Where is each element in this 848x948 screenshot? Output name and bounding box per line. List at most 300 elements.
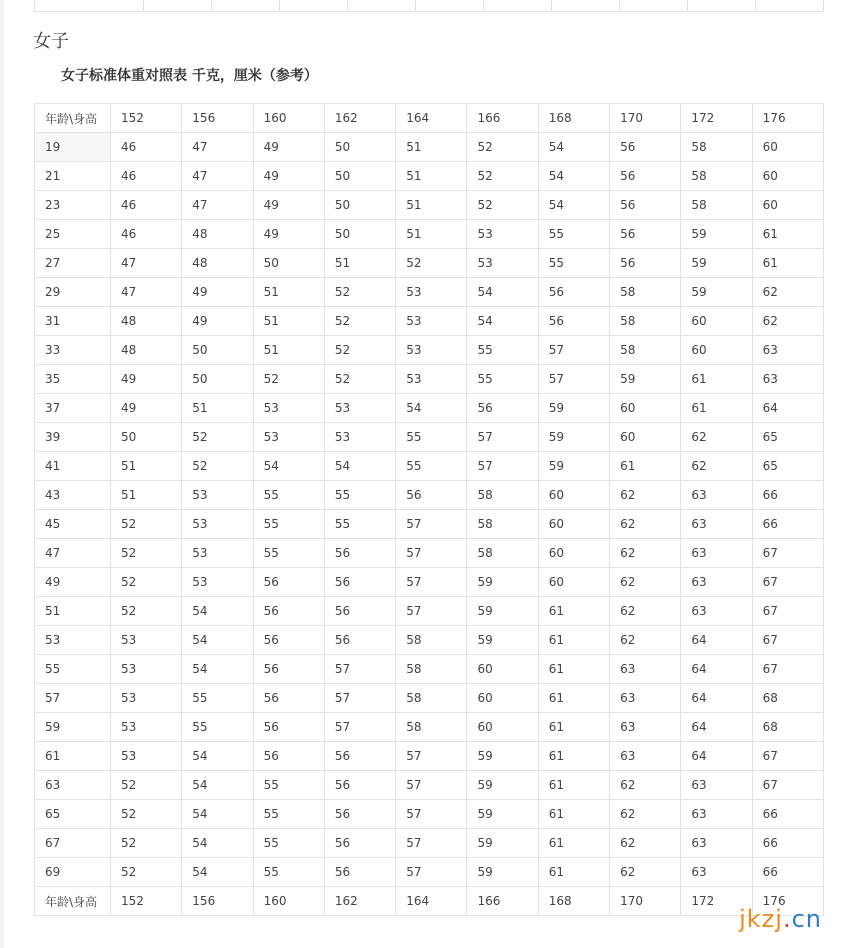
table-cell: 53 — [396, 365, 467, 394]
table-cell: 57 — [538, 336, 609, 365]
table-cell: 55 — [253, 829, 324, 858]
table-cell: 62 — [610, 481, 681, 510]
table-cell: 162 — [324, 887, 395, 916]
table-cell: 56 — [253, 684, 324, 713]
table-cell: 61 — [752, 249, 823, 278]
table-cell: 162 — [324, 104, 395, 133]
table-cell: 51 — [396, 162, 467, 191]
table-cell: 46 — [111, 162, 182, 191]
table-cell: 64 — [681, 626, 752, 655]
row-label-cell: 51 — [35, 597, 111, 626]
table-cell: 55 — [253, 539, 324, 568]
table-cell: 55 — [538, 220, 609, 249]
table-cell: 52 — [111, 539, 182, 568]
table-cell: 57 — [324, 684, 395, 713]
table-row — [35, 133, 824, 162]
table-cell: 50 — [324, 191, 395, 220]
table-cell: 60 — [538, 481, 609, 510]
table-cell: 57 — [396, 800, 467, 829]
table-cell: 47 — [182, 133, 253, 162]
table-cell: 66 — [752, 510, 823, 539]
table-cell: 55 — [396, 423, 467, 452]
table-cell: 53 — [253, 423, 324, 452]
table-cell: 56 — [610, 133, 681, 162]
row-label-cell: 39 — [35, 423, 111, 452]
table-cell: 53 — [324, 394, 395, 423]
table-cell: 48 — [111, 307, 182, 336]
table-cell: 56 — [396, 481, 467, 510]
table-cell: 60 — [467, 713, 538, 742]
table-cell: 58 — [467, 510, 538, 539]
table-cell: 52 — [467, 162, 538, 191]
row-label-cell: 23 — [35, 191, 111, 220]
table-row — [35, 568, 824, 597]
table-cell: 59 — [467, 597, 538, 626]
table-cell: 172 — [681, 104, 752, 133]
table-cell: 53 — [111, 626, 182, 655]
table-cell: 54 — [538, 191, 609, 220]
table-cell: 65 — [752, 452, 823, 481]
table-cell: 56 — [324, 539, 395, 568]
table-cell: 62 — [610, 539, 681, 568]
weight-table — [34, 103, 824, 916]
table-row — [35, 684, 824, 713]
table-cell: 47 — [182, 162, 253, 191]
table-cell: 50 — [182, 365, 253, 394]
table-cell: 166 — [467, 104, 538, 133]
table-cell: 63 — [681, 800, 752, 829]
table-cell: 52 — [111, 597, 182, 626]
table-cell: 61 — [538, 858, 609, 887]
table-cell: 57 — [396, 742, 467, 771]
table-cell: 49 — [182, 307, 253, 336]
table-cell: 59 — [538, 394, 609, 423]
weight-table-body — [35, 104, 824, 916]
table-cell: 59 — [467, 771, 538, 800]
row-label-cell: 31 — [35, 307, 111, 336]
table-cell: 56 — [324, 829, 395, 858]
table-cell: 54 — [182, 771, 253, 800]
table-cell: 48 — [111, 336, 182, 365]
table-cell: 57 — [396, 858, 467, 887]
table-cell: 59 — [538, 423, 609, 452]
table-cell: 57 — [467, 452, 538, 481]
watermark-dot: . — [782, 905, 792, 933]
table-row — [35, 858, 824, 887]
row-label-cell: 63 — [35, 771, 111, 800]
table-cell: 58 — [396, 684, 467, 713]
previous-table-bottom-edge — [34, 0, 824, 12]
table-cell: 56 — [253, 742, 324, 771]
table-cell: 57 — [396, 539, 467, 568]
table-cell: 58 — [681, 162, 752, 191]
table-cell: 55 — [324, 510, 395, 539]
table-cell: 55 — [253, 481, 324, 510]
table-cell: 61 — [681, 394, 752, 423]
table-cell: 59 — [681, 220, 752, 249]
table-cell: 61 — [538, 742, 609, 771]
table-cell: 51 — [111, 481, 182, 510]
table-cell: 63 — [752, 336, 823, 365]
table-cell: 61 — [538, 684, 609, 713]
table-cell: 60 — [752, 133, 823, 162]
table-cell: 52 — [111, 568, 182, 597]
table-cell: 152 — [111, 104, 182, 133]
table-cell: 50 — [324, 220, 395, 249]
table-cell: 52 — [111, 800, 182, 829]
table-cell: 59 — [538, 452, 609, 481]
table-cell: 56 — [610, 191, 681, 220]
table-cell: 54 — [467, 307, 538, 336]
table-cell: 152 — [111, 887, 182, 916]
table-cell: 59 — [467, 858, 538, 887]
table-cell: 61 — [610, 452, 681, 481]
table-cell: 56 — [610, 162, 681, 191]
table-cell: 53 — [182, 568, 253, 597]
table-cell: 50 — [182, 336, 253, 365]
table-cell: 52 — [467, 191, 538, 220]
table-cell: 58 — [396, 626, 467, 655]
table-cell: 156 — [182, 887, 253, 916]
table-cell: 63 — [752, 365, 823, 394]
table-row — [35, 771, 824, 800]
table-cell: 164 — [396, 104, 467, 133]
table-cell: 168 — [538, 104, 609, 133]
table-cell: 49 — [111, 365, 182, 394]
row-label-cell: 35 — [35, 365, 111, 394]
table-cell: 51 — [396, 133, 467, 162]
row-label-cell: 49 — [35, 568, 111, 597]
table-cell: 53 — [467, 220, 538, 249]
table-cell: 64 — [752, 394, 823, 423]
table-cell: 60 — [681, 336, 752, 365]
row-label-cell: 47 — [35, 539, 111, 568]
table-cell: 52 — [253, 365, 324, 394]
table-cell: 56 — [324, 742, 395, 771]
table-footer-row — [35, 887, 824, 916]
table-cell: 50 — [111, 423, 182, 452]
table-cell: 61 — [538, 771, 609, 800]
table-cell: 60 — [752, 191, 823, 220]
table-cell: 51 — [396, 220, 467, 249]
table-cell: 61 — [538, 800, 609, 829]
table-cell: 56 — [324, 800, 395, 829]
table-cell: 48 — [182, 249, 253, 278]
table-cell: 64 — [681, 713, 752, 742]
table-cell: 58 — [396, 713, 467, 742]
table-row — [35, 423, 824, 452]
table-cell: 55 — [253, 858, 324, 887]
table-cell: 62 — [610, 568, 681, 597]
table-cell: 60 — [467, 655, 538, 684]
table-cell: 65 — [752, 423, 823, 452]
table-cell: 57 — [538, 365, 609, 394]
table-cell: 56 — [253, 568, 324, 597]
row-label-cell: 33 — [35, 336, 111, 365]
table-cell: 63 — [610, 655, 681, 684]
table-cell: 52 — [324, 307, 395, 336]
table-cell: 53 — [182, 510, 253, 539]
table-cell: 54 — [396, 394, 467, 423]
table-cell: 57 — [396, 510, 467, 539]
table-cell: 56 — [610, 220, 681, 249]
table-cell: 49 — [253, 220, 324, 249]
table-cell: 52 — [182, 423, 253, 452]
table-cell: 55 — [324, 481, 395, 510]
table-cell: 63 — [610, 713, 681, 742]
table-cell: 51 — [182, 394, 253, 423]
table-row — [35, 597, 824, 626]
table-cell: 55 — [253, 800, 324, 829]
table-cell: 50 — [253, 249, 324, 278]
table-cell: 60 — [467, 684, 538, 713]
row-label-cell: 37 — [35, 394, 111, 423]
table-cell: 62 — [610, 510, 681, 539]
row-label-cell: 19 — [35, 133, 111, 162]
table-cell: 53 — [467, 249, 538, 278]
table-cell: 62 — [681, 452, 752, 481]
table-cell: 56 — [610, 249, 681, 278]
table-cell: 58 — [610, 336, 681, 365]
table-cell: 46 — [111, 191, 182, 220]
table-cell: 59 — [467, 626, 538, 655]
table-cell: 46 — [111, 133, 182, 162]
table-cell: 64 — [681, 684, 752, 713]
table-cell: 53 — [111, 655, 182, 684]
table-cell: 63 — [681, 510, 752, 539]
table-row — [35, 162, 824, 191]
watermark-tld: cn — [791, 905, 822, 933]
table-cell: 61 — [538, 713, 609, 742]
table-cell: 53 — [396, 336, 467, 365]
table-cell: 58 — [396, 655, 467, 684]
table-cell: 66 — [752, 800, 823, 829]
table-cell: 66 — [752, 858, 823, 887]
row-label-cell: 41 — [35, 452, 111, 481]
table-cell: 63 — [681, 597, 752, 626]
table-cell: 54 — [182, 858, 253, 887]
table-cell: 52 — [396, 249, 467, 278]
table-cell: 54 — [182, 829, 253, 858]
table-cell: 57 — [396, 597, 467, 626]
table-cell: 59 — [467, 742, 538, 771]
table-cell: 62 — [610, 597, 681, 626]
row-label-cell: 65 — [35, 800, 111, 829]
table-row — [35, 800, 824, 829]
table-cell: 49 — [253, 191, 324, 220]
table-cell: 47 — [182, 191, 253, 220]
table-cell: 63 — [681, 539, 752, 568]
table-cell: 176 — [752, 104, 823, 133]
table-cell: 67 — [752, 771, 823, 800]
table-cell: 52 — [111, 510, 182, 539]
table-cell: 60 — [610, 423, 681, 452]
table-cell: 57 — [324, 655, 395, 684]
table-header-row — [35, 104, 824, 133]
table-cell: 54 — [253, 452, 324, 481]
table-row — [35, 742, 824, 771]
table-row — [35, 539, 824, 568]
table-cell: 49 — [253, 162, 324, 191]
table-cell: 63 — [681, 481, 752, 510]
table-cell: 54 — [182, 655, 253, 684]
table-cell: 56 — [253, 626, 324, 655]
table-cell: 58 — [467, 481, 538, 510]
table-cell: 61 — [538, 597, 609, 626]
row-label-cell: 61 — [35, 742, 111, 771]
table-cell: 58 — [681, 191, 752, 220]
table-cell: 47 — [111, 278, 182, 307]
table-cell: 164 — [396, 887, 467, 916]
table-cell: 67 — [752, 655, 823, 684]
table-cell: 60 — [610, 394, 681, 423]
table-cell: 58 — [681, 133, 752, 162]
table-cell: 50 — [324, 162, 395, 191]
table-cell: 46 — [111, 220, 182, 249]
table-cell: 61 — [752, 220, 823, 249]
table-row — [35, 220, 824, 249]
table-cell: 56 — [253, 655, 324, 684]
table-cell: 54 — [467, 278, 538, 307]
table-cell: 63 — [610, 742, 681, 771]
row-label-cell: 45 — [35, 510, 111, 539]
table-cell: 51 — [111, 452, 182, 481]
table-cell: 53 — [253, 394, 324, 423]
table-cell: 62 — [752, 278, 823, 307]
table-cell: 59 — [467, 829, 538, 858]
table-cell: 60 — [538, 510, 609, 539]
table-cell: 57 — [396, 771, 467, 800]
table-row — [35, 336, 824, 365]
table-row — [35, 626, 824, 655]
table-cell: 48 — [182, 220, 253, 249]
table-cell: 68 — [752, 713, 823, 742]
table-cell: 52 — [324, 365, 395, 394]
row-label-cell: 43 — [35, 481, 111, 510]
table-row — [35, 510, 824, 539]
table-cell: 56 — [467, 394, 538, 423]
table-row — [35, 365, 824, 394]
table-cell: 59 — [681, 278, 752, 307]
table-cell: 64 — [681, 655, 752, 684]
table-row — [35, 481, 824, 510]
table-cell: 54 — [182, 800, 253, 829]
table-cell: 61 — [538, 829, 609, 858]
row-label-cell: 年龄\身高 — [35, 104, 111, 133]
row-label-cell: 57 — [35, 684, 111, 713]
table-cell: 49 — [182, 278, 253, 307]
table-cell: 54 — [182, 626, 253, 655]
row-label-cell: 27 — [35, 249, 111, 278]
table-cell: 55 — [396, 452, 467, 481]
table-cell: 54 — [324, 452, 395, 481]
table-cell: 56 — [324, 626, 395, 655]
table-cell: 62 — [610, 858, 681, 887]
table-cell: 56 — [324, 858, 395, 887]
table-cell: 49 — [253, 133, 324, 162]
table-row — [35, 452, 824, 481]
table-title: 女子标准体重对照表 千克，厘米（参考） — [61, 68, 318, 84]
table-cell: 61 — [681, 365, 752, 394]
table-cell: 64 — [681, 742, 752, 771]
table-cell: 56 — [538, 307, 609, 336]
table-cell: 67 — [752, 568, 823, 597]
table-cell: 62 — [752, 307, 823, 336]
table-row — [35, 307, 824, 336]
table-row — [35, 394, 824, 423]
table-cell: 170 — [610, 104, 681, 133]
table-cell: 63 — [681, 829, 752, 858]
table-cell: 55 — [467, 336, 538, 365]
table-cell: 57 — [396, 568, 467, 597]
row-label-cell: 55 — [35, 655, 111, 684]
table-cell: 51 — [396, 191, 467, 220]
table-cell: 47 — [111, 249, 182, 278]
watermark-main: jkzj — [739, 905, 783, 933]
table-cell: 56 — [324, 597, 395, 626]
row-label-cell: 29 — [35, 278, 111, 307]
table-cell: 63 — [681, 568, 752, 597]
table-cell: 54 — [538, 133, 609, 162]
table-cell: 60 — [752, 162, 823, 191]
table-row — [35, 655, 824, 684]
table-cell: 63 — [610, 684, 681, 713]
table-cell: 62 — [610, 771, 681, 800]
table-cell: 55 — [182, 684, 253, 713]
table-cell: 62 — [610, 800, 681, 829]
table-cell: 56 — [538, 278, 609, 307]
page-left-border — [0, 0, 4, 948]
row-label-cell: 53 — [35, 626, 111, 655]
table-cell: 55 — [253, 510, 324, 539]
section-heading: 女子 — [33, 31, 69, 52]
table-cell: 55 — [182, 713, 253, 742]
table-cell: 52 — [111, 858, 182, 887]
table-cell: 168 — [538, 887, 609, 916]
table-cell: 56 — [324, 568, 395, 597]
table-cell: 52 — [182, 452, 253, 481]
table-cell: 56 — [324, 771, 395, 800]
table-cell: 55 — [467, 365, 538, 394]
table-cell: 60 — [681, 307, 752, 336]
table-cell: 53 — [324, 423, 395, 452]
table-cell: 170 — [610, 887, 681, 916]
site-watermark — [739, 904, 822, 934]
table-cell: 57 — [324, 713, 395, 742]
table-cell: 61 — [538, 655, 609, 684]
table-cell: 59 — [681, 249, 752, 278]
table-cell: 52 — [111, 829, 182, 858]
table-cell: 57 — [467, 423, 538, 452]
table-cell: 67 — [752, 742, 823, 771]
row-label-cell: 69 — [35, 858, 111, 887]
table-cell: 50 — [324, 133, 395, 162]
table-cell: 53 — [182, 481, 253, 510]
table-row — [35, 249, 824, 278]
table-cell: 58 — [610, 278, 681, 307]
table-row — [35, 278, 824, 307]
table-cell: 51 — [253, 336, 324, 365]
table-cell: 56 — [253, 597, 324, 626]
table-cell: 51 — [253, 307, 324, 336]
table-cell: 166 — [467, 887, 538, 916]
table-row — [35, 191, 824, 220]
table-cell: 51 — [324, 249, 395, 278]
table-cell: 59 — [610, 365, 681, 394]
table-row — [35, 829, 824, 858]
row-label-cell: 25 — [35, 220, 111, 249]
table-cell: 68 — [752, 684, 823, 713]
